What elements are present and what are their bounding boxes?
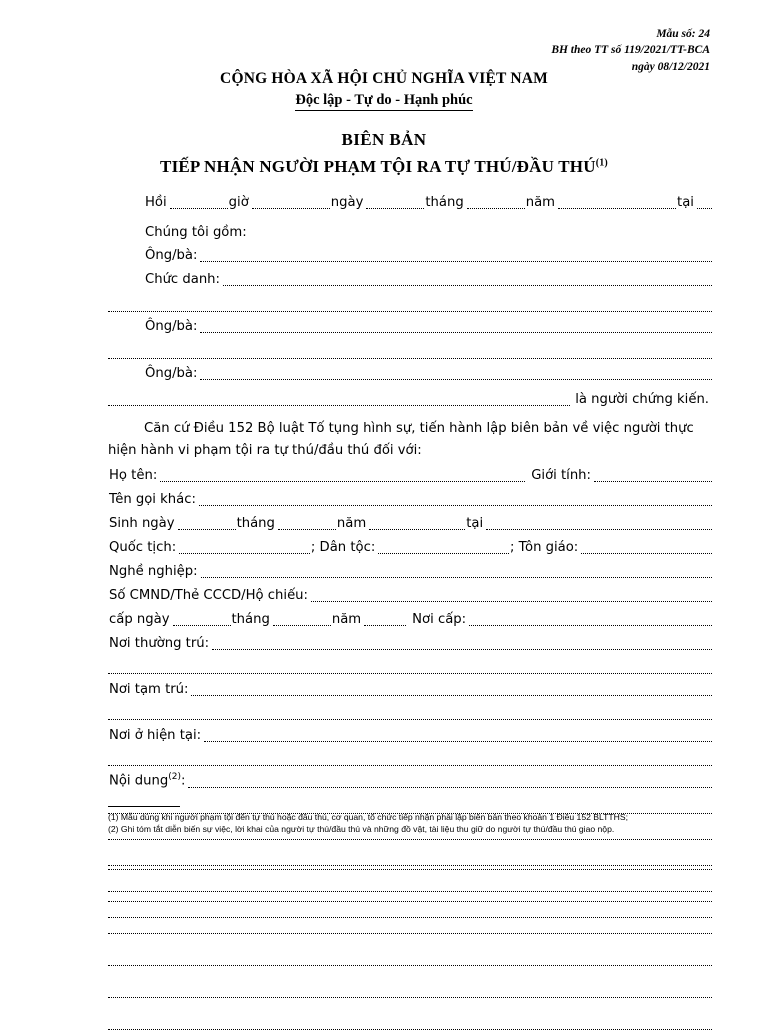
- input-ong-ba-1[interactable]: [200, 247, 712, 262]
- label-gioi-tinh: Giới tính:: [531, 467, 591, 483]
- input-so-cmnd[interactable]: [311, 587, 712, 602]
- input-noi-cap[interactable]: [469, 611, 712, 626]
- label-so-cmnd: Số CMND/Thẻ CCCD/Hộ chiếu:: [109, 587, 308, 603]
- input-chuc-danh-overflow[interactable]: [108, 297, 712, 312]
- row-noi-dung: [108, 773, 712, 788]
- input-sinh-ngay[interactable]: [178, 515, 236, 530]
- input-witness[interactable]: [108, 391, 570, 406]
- label-ton-giao: ; Tôn giáo:: [510, 539, 579, 555]
- row-quoc-tich: [108, 539, 712, 554]
- input-ho-ten[interactable]: [160, 467, 525, 482]
- input-ngay[interactable]: [252, 194, 330, 209]
- input-chuc-danh[interactable]: [223, 271, 712, 286]
- label-sinh-thang: tháng: [236, 515, 275, 531]
- continuation-line-6[interactable]: [108, 1015, 712, 1030]
- input-ong-ba-2[interactable]: [200, 318, 712, 333]
- row-noi-thuong-tru: [108, 635, 712, 650]
- input-noi-thuong-tru-overflow[interactable]: [108, 659, 712, 674]
- continuation-line-2[interactable]: [108, 887, 712, 902]
- label-noi-dung: [108, 773, 188, 788]
- input-sinh-nam[interactable]: [369, 515, 465, 530]
- input-sinh-tai[interactable]: [486, 515, 712, 530]
- label-ong-ba-1: Ông/bà:: [145, 248, 198, 263]
- national-heading-line2: Độc lập - Tự do - Hạnh phúc: [295, 92, 472, 111]
- label-sinh-tai: tại: [466, 515, 484, 531]
- continuation-line-4[interactable]: [108, 951, 712, 966]
- input-noi-tam-tru-overflow[interactable]: [108, 705, 712, 720]
- label-cap-nam: năm: [331, 611, 362, 627]
- row-cap-ngay: [108, 611, 712, 626]
- form-code-line2: BH theo TT số 119/2021/TT-BCA: [551, 44, 710, 57]
- label-nghe-nghiep: Nghề nghiệp:: [109, 563, 198, 579]
- footnote-1: (1) Mẫu dùng khi người phạm tội đến tự thú hoặc đầu thú, cơ quan, tổ chức tiếp nhận phải lập biên bản theo khoản 1 Điều 152 BLTTHS;: [108, 812, 628, 822]
- input-nam-value[interactable]: [558, 194, 676, 209]
- continuation-lines: [108, 838, 712, 1030]
- label-nam: năm: [525, 194, 556, 210]
- input-quoc-tich[interactable]: [179, 539, 310, 554]
- row-chuc-danh: [108, 271, 712, 286]
- label-chuc-danh: Chức danh:: [145, 272, 220, 287]
- label-dan-toc: ; Dân tộc:: [310, 539, 376, 555]
- label-chung-toi-gom: Chúng tôi gồm:: [145, 225, 247, 240]
- input-nghe-nghiep[interactable]: [201, 563, 712, 578]
- row-witness: [108, 391, 712, 406]
- label-noi-dung-text: Nội dung: [109, 773, 169, 789]
- row-sinh-ngay: [108, 515, 712, 530]
- input-cap-ngay[interactable]: [173, 611, 231, 626]
- label-noi-cap: Nơi cấp:: [412, 611, 467, 627]
- input-thang[interactable]: [366, 194, 424, 209]
- label-ten-goi-khac: Tên gọi khác:: [109, 491, 196, 507]
- input-ten-goi-khac[interactable]: [199, 491, 712, 506]
- input-noi-o-hien-tai-overflow[interactable]: [108, 751, 712, 766]
- input-noi-o-hien-tai[interactable]: [204, 727, 712, 742]
- national-heading: [0, 70, 768, 111]
- label-noi-o-hien-tai: Nơi ở hiện tại:: [109, 727, 202, 743]
- label-tai: tại: [677, 194, 694, 210]
- input-cap-nam[interactable]: [364, 611, 406, 626]
- document-title-main: BIÊN BẢN: [341, 130, 427, 149]
- row-chung-toi-gom: [108, 226, 712, 239]
- input-ong-ba-2-overflow[interactable]: [108, 344, 712, 359]
- label-ngay: ngày: [330, 194, 364, 210]
- input-noi-thuong-tru[interactable]: [212, 635, 712, 650]
- continuation-line-3[interactable]: [108, 919, 712, 934]
- document-title-sub-text: TIẾP NHẬN NGƯỜI PHẠM TỘI RA TỰ THÚ/ĐẦU THÚ: [160, 157, 596, 176]
- input-ong-ba-3[interactable]: [200, 365, 712, 380]
- form-code-block: [551, 26, 710, 75]
- footnotes: [108, 806, 712, 836]
- paragraph-legal-basis: Căn cứ Điều 152 Bộ luật Tố tụng hình sự, tiến hành lập biên bản về việc người thực hiện hành vi phạm tội ra tự thú/đầu thú đối với:: [108, 421, 694, 458]
- label-cap-thang: tháng: [231, 611, 270, 627]
- label-ong-ba-3: Ông/bà:: [145, 366, 198, 381]
- input-ton-giao[interactable]: [581, 539, 712, 554]
- page-title: [0, 130, 768, 177]
- row-ong-ba-3: [108, 365, 712, 380]
- label-noi-tam-tru: Nơi tạm trú:: [109, 681, 189, 697]
- footnote-rule: [108, 806, 180, 807]
- continuation-line-5[interactable]: [108, 983, 712, 998]
- label-ho-ten: Họ tên:: [109, 467, 158, 483]
- input-noi-dung-line-1[interactable]: [188, 773, 712, 788]
- label-quoc-tich: Quốc tịch:: [109, 539, 177, 555]
- spacer-1: [108, 209, 712, 226]
- label-noi-thuong-tru: Nơi thường trú:: [109, 635, 210, 651]
- input-gio[interactable]: [170, 194, 228, 209]
- row-ten-goi-khac: [108, 491, 712, 506]
- row-noi-tam-tru: [108, 681, 712, 696]
- input-nam[interactable]: [467, 194, 525, 209]
- row-ong-ba-2: [108, 318, 712, 333]
- input-noi-tam-tru[interactable]: [191, 681, 712, 696]
- label-sinh-ngay: Sinh ngày: [109, 515, 175, 531]
- national-heading-line1: CỘNG HÒA XÃ HỘI CHỦ NGHĨA VIỆT NAM: [220, 70, 548, 87]
- row-noi-o-hien-tai: [108, 727, 712, 742]
- label-hoi: Hồi: [145, 194, 167, 210]
- continuation-line-1[interactable]: [108, 855, 712, 870]
- row-datetime: [108, 194, 712, 209]
- label-sinh-nam: năm: [336, 515, 367, 531]
- input-sinh-thang[interactable]: [278, 515, 336, 530]
- input-cap-thang[interactable]: [273, 611, 331, 626]
- document-title-sub-footnote-marker: (1): [595, 157, 608, 169]
- label-thang: tháng: [425, 194, 464, 210]
- label-noi-dung-colon: :: [181, 773, 186, 789]
- form-code-line3: ngày 08/12/2021: [631, 60, 710, 73]
- row-ong-ba-1: [108, 247, 712, 262]
- label-la-nguoi-chung-kien: là người chứng kiến.: [575, 392, 709, 407]
- document-title-sub: [0, 157, 768, 177]
- form-code-line1: Mẫu số: 24: [656, 28, 710, 40]
- label-noi-dung-footnote-marker: (2): [168, 772, 181, 783]
- label-ong-ba-2: Ông/bà:: [145, 319, 198, 334]
- label-gio: giờ: [228, 194, 249, 210]
- row-ho-ten: [108, 467, 712, 482]
- input-tai[interactable]: [697, 194, 712, 209]
- input-dan-toc[interactable]: [378, 539, 509, 554]
- input-gioi-tinh[interactable]: [594, 467, 712, 482]
- label-cap-ngay: cấp ngày: [109, 611, 170, 627]
- footnote-2: (2) Ghi tóm tắt diễn biến sự việc, lời khai của người tự thú/đầu thú và những đồ vật, tài liệu thu giữ do người tự thú/đầu thú giao nộp.: [108, 824, 615, 835]
- row-so-cmnd: [108, 587, 712, 602]
- row-nghe-nghiep: [108, 563, 712, 578]
